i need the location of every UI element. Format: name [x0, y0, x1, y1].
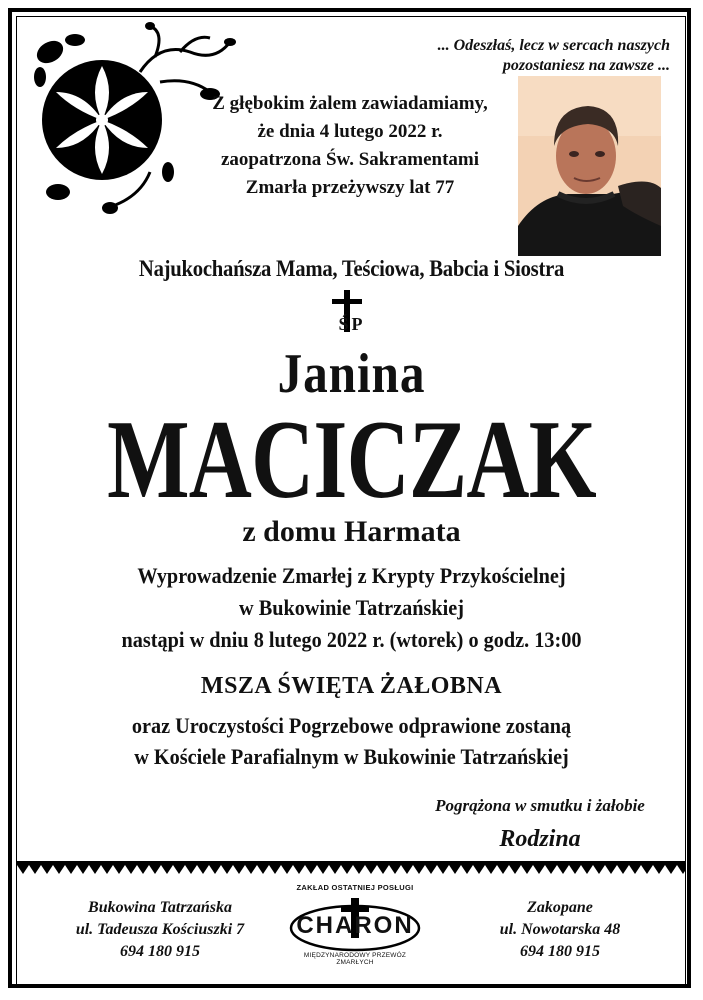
footer-city: Bukowina Tatrzańska — [88, 899, 232, 916]
maiden-name: z domu Harmata — [242, 515, 461, 548]
ceremony-info — [56, 710, 648, 772]
funeral-info — [56, 560, 648, 656]
grief-note: Pogrążona w smutku i żałobie — [435, 796, 645, 815]
footer-address-zakopane — [460, 897, 660, 963]
mass-title: MSZA ŚWIĘTA ŻAŁOBNA — [200, 673, 503, 699]
logo-top-text: ZAKŁAD OSTATNIEJ POSŁUGI — [296, 883, 414, 892]
intro-line: Z głębokim żalem zawiadamiamy, — [212, 93, 488, 114]
footer-city: Zakopane — [527, 899, 593, 916]
footer-street: ul. Tadeusza Kościuszki 7 — [75, 921, 245, 938]
footer-street: ul. Nowotarska 48 — [499, 921, 621, 938]
footer-phone: 694 180 915 — [520, 943, 600, 960]
funeral-line: Wyprowadzenie Zmarłej z Krypty Przykościelnej — [137, 563, 566, 588]
first-name: Janina — [277, 343, 426, 405]
funeral-line: w Bukowinie Tatrzańskiej — [239, 595, 464, 620]
footer-address-bukowina — [40, 897, 280, 963]
family-signature: Rodzina — [499, 826, 581, 852]
zigzag-divider — [17, 861, 685, 875]
surname: MACICZAK — [107, 398, 596, 522]
announcement-intro — [180, 90, 520, 202]
quote-line: pozostaniesz na zawsze ... — [502, 57, 670, 74]
ceremony-line: w Kościele Parafialnym w Bukowinie Tatrzańskiej — [134, 744, 569, 769]
logo-name: CHARON — [296, 912, 414, 939]
memorial-quote — [340, 36, 670, 76]
quote-line: ... Odeszłaś, lecz w sercach naszych — [437, 37, 670, 54]
ceremony-line: oraz Uroczystości Pogrzebowe odprawione zostaną — [131, 713, 572, 738]
sp-label: ŚP — [338, 314, 366, 334]
family-relation: Najukochańsza Mama, Teściowa, Babcia i Siostra — [138, 256, 565, 281]
intro-line: zaopatrzona Św. Sakramentami — [220, 149, 480, 170]
footer-phone: 694 180 915 — [120, 943, 200, 960]
logo-bottom-text: MIĘDZYNARODOWY PRZEWÓZ ZMARŁYCH — [303, 952, 407, 966]
deceased-portrait — [518, 76, 661, 256]
intro-line: Zmarła przeżywszy lat 77 — [245, 177, 455, 198]
funeral-line: nastąpi w dniu 8 lutego 2022 r. (wtorek) o godz. 13:00 — [121, 627, 582, 652]
intro-line: że dnia 4 lutego 2022 r. — [257, 121, 443, 142]
